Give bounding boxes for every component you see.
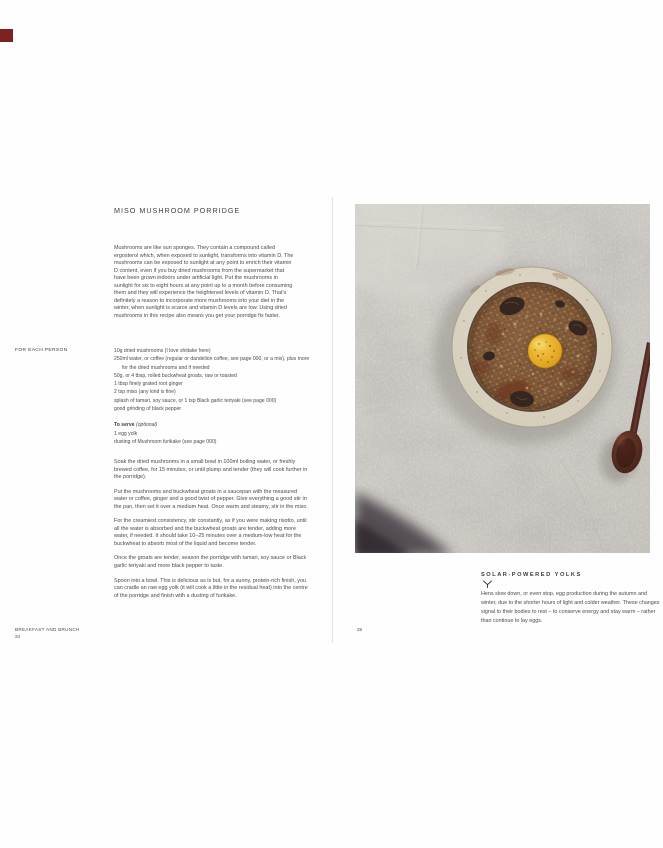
egg-yolk [527, 333, 564, 370]
chapter-color-tab [0, 29, 13, 42]
to-serve-item: 1 egg yolk [114, 430, 138, 437]
running-footer [15, 626, 80, 640]
method-paragraph: Put the mushrooms and buckwheat groats in a saucepan with the measured water or coffee, ginger and a good twist of pepper. Give everything a good stir in the pan, then set it over a medium heat. Once warm and steamy, stir in the miso. [114, 488, 308, 510]
recipe-intro: Mushrooms are like sun sponges. They contain a compound called ergosterol which, when exposed to sunlight, transforms into vitamin D. The mushrooms can be exposed to sunlight at any point to enrich their vitamin D content, even if you buy dried mushrooms from the supermarket that have been grown indoors under artificial light. Put the mushrooms in sunlight for six to eight hours at any point up to a month before consuming them and they will experience the heightened levels of vitamin D. That’s definitely a reason to incorporate more mushrooms into your diet in the winter, when sunlight is scarce and vitamin D levels are low. Using dried mushrooms in this recipe also means you get your porridge fix faster. [114, 245, 294, 319]
chapter-tab-swatch [0, 29, 13, 42]
method-paragraph: Soak the dried mushrooms in a small bowl in 100ml boiling water, or freshly brewed coffee, for 15 minutes, or until plump and tender (they will cook further in the porridge). [114, 459, 308, 481]
ingredients-list [114, 347, 310, 446]
method-paragraph: For the creamiest consistency, stir constantly, as if you were making risotto, until all the water is absorbed and the buckwheat groats are tender, adding more water, if needed. It should take 10–25 minutes over a medium-low heat for the buckwheat to absorb most of the liquid and become tender. [114, 518, 307, 547]
hen-footprint-icon [482, 580, 493, 588]
recipe-photo [355, 204, 650, 553]
ingredient-line: splash of tamari, soy sauce, or 1 tsp Black garlic teriyaki (see page 000) [114, 397, 277, 404]
to-serve-qualifier: (optional) [136, 422, 158, 429]
to-serve-label: To serve [114, 422, 135, 429]
recipe-title: MISO MUSHROOM PORRIDGE [114, 206, 241, 215]
to-serve-item: dusting of Mushroom furikake (see page 000) [114, 438, 217, 445]
method-steps [114, 459, 310, 607]
ingredient-line: 2 tsp miso (any kind is fine) [114, 389, 176, 396]
ingredient-line: 250ml water, or coffee (regular or dandelion coffee, see page 000, or a mix), plus more for the dried mushrooms and if needed [114, 356, 310, 371]
sidebar-note [481, 572, 663, 626]
ingredient-line: 1 tbsp finely grated root ginger [114, 381, 183, 388]
ingredient-line: good grinding of black pepper [114, 406, 182, 413]
method-paragraph: Spoon into a bowl. This is delicious as is but, for a sunny, protein-rich finish, you can cradle an raw egg yolk (it will cook a little in the residual heat) into the centre of the porridge and finish with a dusting of furikake. [114, 577, 308, 599]
to-serve-heading [114, 421, 310, 429]
note-body: Hens slow down, or even stop, egg production during the autumn and winter, due to the shorter hours of light and colder weather. These changes signal to their bodies to rest – to conserve energy and stay warm – rather than continue to lay eggs. [481, 591, 660, 624]
note-title: SOLAR-POWERED YOLKS [481, 572, 582, 578]
ingredient-line: 10g dried mushrooms (I love shiitake here) [114, 348, 211, 354]
page-number-right: 25 [357, 627, 363, 632]
method-paragraph: Once the groats are tender, season the porridge with tamari, soy sauce or Black garlic teriyaki and more black pepper to taste. [114, 555, 307, 570]
section-name: BREAKFAST AND BRUNCH [15, 627, 80, 632]
serving-label: FOR EACH PERSON [15, 348, 68, 353]
page-fold-divider [332, 197, 333, 643]
page-number-left: 24 [15, 634, 21, 639]
porridge-bowl [433, 267, 617, 444]
ingredient-line: 50g, or 4 tbsp, rolled buckwheat groats, raw or toasted [114, 372, 237, 379]
